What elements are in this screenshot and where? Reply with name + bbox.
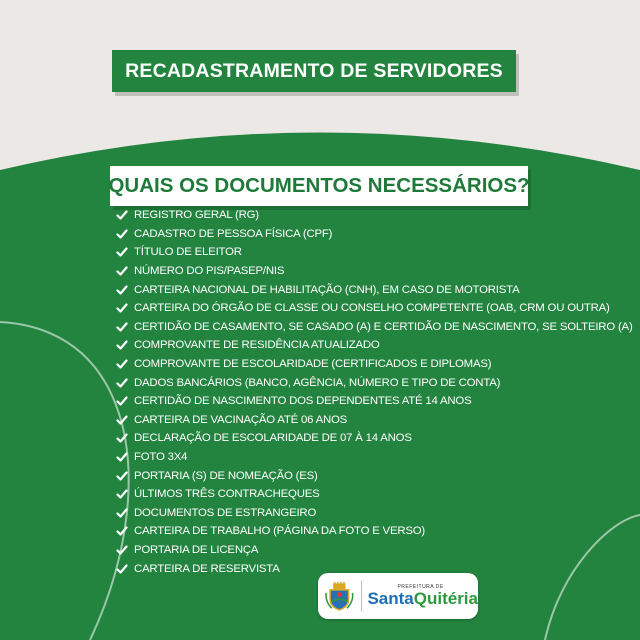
document-label: CADASTRO DE PESSOA FÍSICA (CPF) [134, 227, 333, 240]
logo-name-part2: Quitéria [413, 589, 478, 608]
check-icon [116, 321, 128, 333]
document-label: COMPROVANTE DE ESCOLARIDADE (CERTIFICADOS E DIPLOMAS) [134, 358, 492, 371]
document-item [116, 299, 636, 318]
document-label: DADOS BANCÁRIOS (BANCO, AGÊNCIA, NÚMERO E TIPO DE CONTA) [134, 376, 501, 389]
document-item [116, 504, 636, 523]
logo-name-part1: Santa [367, 589, 414, 608]
check-icon [116, 265, 128, 277]
check-icon [116, 302, 128, 314]
check-icon [116, 377, 128, 389]
document-item [116, 411, 636, 430]
prefeitura-logo [318, 573, 478, 619]
document-label: CERTIDÃO DE NASCIMENTO DOS DEPENDENTES ATÉ 14 ANOS [134, 395, 472, 408]
coat-of-arms-icon [324, 576, 355, 616]
logo-text [367, 584, 478, 608]
document-label: CARTEIRA DE VACINAÇÃO ATÉ 06 ANOS [134, 413, 348, 426]
document-item [116, 485, 636, 504]
documents-list [116, 206, 636, 578]
check-icon [116, 451, 128, 463]
title-banner [112, 50, 516, 92]
logo-small-text: PREFEITURA DE [397, 584, 444, 590]
document-item [116, 373, 636, 392]
document-item [116, 206, 636, 225]
logo-name [367, 590, 478, 608]
page-title: RECADASTRAMENTO DE SERVIDORES [125, 59, 503, 82]
document-item [116, 318, 636, 337]
check-icon [116, 358, 128, 370]
document-item [116, 448, 636, 467]
check-icon [116, 209, 128, 221]
document-label: DECLARAÇÃO DE ESCOLARIDADE DE 07 À 14 ANOS [134, 432, 412, 445]
document-item [116, 522, 636, 541]
document-label: REGISTRO GERAL (RG) [134, 209, 259, 222]
document-label: CARTEIRA NACIONAL DE HABILITAÇÃO (CNH), EM CASO DE MOTORISTA [134, 283, 520, 296]
check-icon [116, 246, 128, 258]
check-icon [116, 228, 128, 240]
document-label: CARTEIRA DE TRABALHO (PÁGINA DA FOTO E VERSO) [134, 525, 426, 538]
document-label: CARTEIRA DE RESERVISTA [134, 562, 280, 575]
document-label: TÍTULO DE ELEITOR [134, 246, 242, 259]
document-label: ÚLTIMOS TRÊS CONTRACHEQUES [134, 488, 320, 501]
check-icon [116, 525, 128, 537]
document-label: DOCUMENTOS DE ESTRANGEIRO [134, 506, 317, 519]
document-label: FOTO 3X4 [134, 451, 188, 464]
document-label: CARTEIRA DO ÓRGÃO DE CLASSE OU CONSELHO COMPETENTE (OAB, CRM OU OUTRA) [134, 302, 610, 315]
document-label: COMPROVANTE DE RESIDÊNCIA ATUALIZADO [134, 339, 380, 352]
document-item [116, 392, 636, 411]
document-item [116, 429, 636, 448]
document-item [116, 280, 636, 299]
check-icon [116, 432, 128, 444]
check-icon [116, 395, 128, 407]
document-label: CERTIDÃO DE CASAMENTO, SE CASADO (A) E CERTIDÃO DE NASCIMENTO, SE SOLTEIRO (A) [134, 320, 633, 333]
document-item [116, 336, 636, 355]
document-label: NÚMERO DO PIS/PASEP/NIS [134, 265, 285, 278]
check-icon [116, 414, 128, 426]
document-label: PORTARIA (S) DE NOMEAÇÃO (ES) [134, 469, 318, 482]
check-icon [116, 563, 128, 575]
check-icon [116, 339, 128, 351]
page-subtitle: QUAIS OS DOCUMENTOS NECESSÁRIOS? [108, 174, 530, 197]
check-icon [116, 488, 128, 500]
document-label: PORTARIA DE LICENÇA [134, 543, 259, 556]
document-item [116, 466, 636, 485]
document-item [116, 262, 636, 281]
document-item [116, 355, 636, 374]
check-icon [116, 470, 128, 482]
check-icon [116, 284, 128, 296]
subtitle-banner [110, 166, 528, 206]
check-icon [116, 544, 128, 556]
logo-divider [361, 581, 362, 611]
document-item [116, 225, 636, 244]
check-icon [116, 507, 128, 519]
document-item [116, 243, 636, 262]
document-item [116, 541, 636, 560]
